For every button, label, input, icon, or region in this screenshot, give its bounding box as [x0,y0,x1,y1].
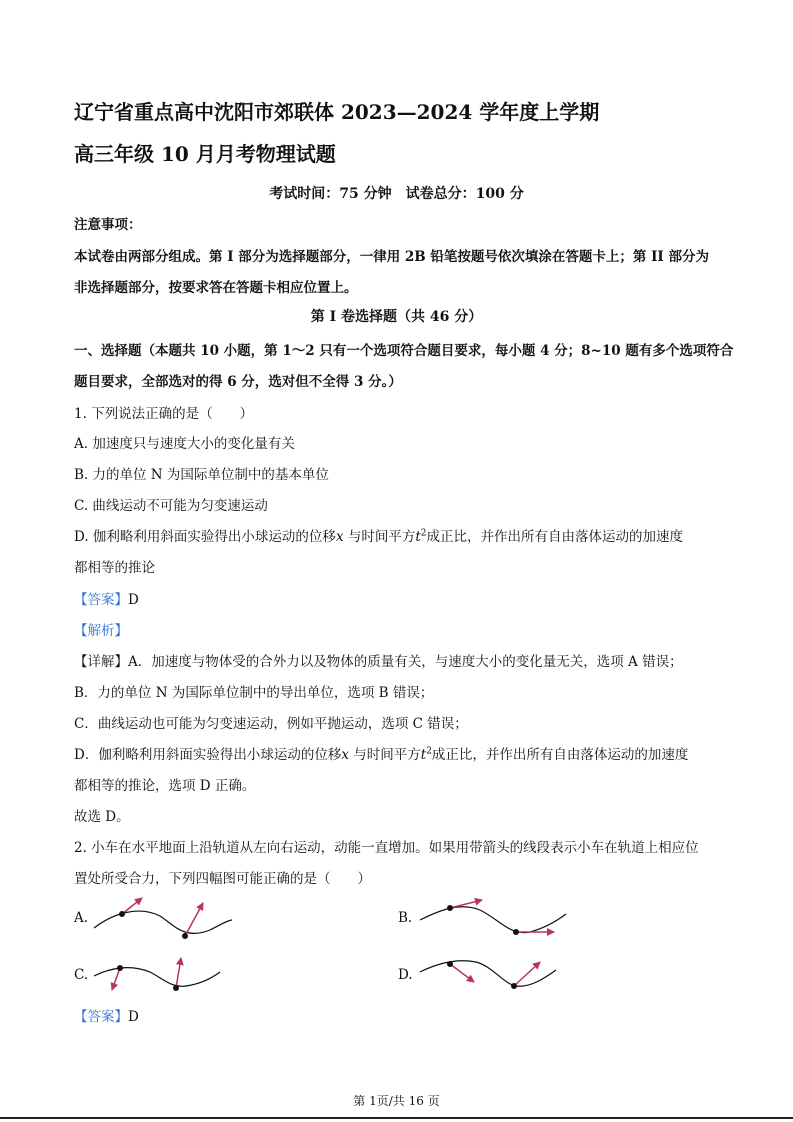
q2-option-a-label: A. [74,910,89,926]
figure-d [420,961,556,989]
var-x: x [335,529,344,545]
q2-option-d-label: D. [398,967,413,983]
detail-d-mid: 与时间平方 [348,747,421,763]
title-line1: 辽宁省重点高中沈阳市郊联体 2023—2024 学年度上学期 [74,100,600,124]
car-dot [511,983,517,989]
answer-value: D [128,592,139,608]
notice-line1: 本试卷由两部分组成。第 I 部分为选择题部分，一律用 2B 铅笔按题号依次填涂在答题卡上；第 II 部分为 [74,249,709,265]
notice-line2: 非选择题部分，按要求答在答题卡相应位置上。 [74,280,358,296]
car-dot [447,961,453,967]
exponent-2: 2 [420,528,427,539]
figure-c [94,958,220,991]
force-arrow [185,903,203,936]
car-dot [173,985,179,991]
force-arrow [450,964,474,982]
answer-label: 【答案】 [74,1009,128,1025]
car-dot [117,965,123,971]
figure-a [94,898,232,939]
force-arrow [176,958,181,988]
car-dot [119,911,125,917]
detail-d-post: 成正比，并作出所有自由落体运动的加速度 [431,747,689,763]
detail-label: 【详解】 [74,654,128,670]
page-footer: 第 1页/共 16 页 [353,1094,440,1108]
q1-option-d-post: 成正比，并作出所有自由落体运动的加速度 [426,529,684,545]
track-curve [420,961,556,987]
section-instructions-line2: 题目要求，全部选对的得 6 分，选对但不全得 3 分。） [74,374,402,390]
q1-stem: 1. 下列说法正确的是（ ） [74,406,254,422]
notice-heading: 注意事项： [74,217,142,233]
car-dot [182,933,188,939]
q1-analysis-label: 【解析】 [74,623,128,639]
page-bottom-border [0,1117,793,1119]
force-arrow [112,968,120,990]
car-dot [447,905,453,911]
answer-value: D [128,1009,139,1025]
q1-option-d-mid: 与时间平方 [343,529,416,545]
q1-option-b: B. 力的单位 N 为国际单位制中的基本单位 [74,467,329,483]
detail-d-pre: D．伽利略利用斜面实验得出小球运动的位移 [74,747,342,763]
section-instructions-line1: 一、选择题（本题共 10 小题，第 1～2 只有一个选项符合题目要求，每小题 4 分；8~10 题有多个选项符合 [74,343,734,359]
figure-b [420,900,566,935]
answer-label: 【答案】 [74,592,128,608]
q1-option-d-line2: 都相等的推论 [74,560,155,576]
title-line2: 高三年级 10 月月考物理试题 [74,142,336,166]
q2-stem-line1: 2. 小车在水平地面上沿轨道从左向右运动，动能一直增加。如果用带箭头的线段表示小车在轨道上相应位 [74,840,699,856]
car-dot [513,929,519,935]
q1-detail-c: C．曲线运动也可能为匀变速运动，例如平抛运动，选项 C 错误； [74,716,468,732]
var-x: x [341,747,349,763]
q1-conclusion: 故选 D。 [74,809,130,825]
q1-option-d-pre: D. 伽利略利用斜面实验得出小球运动的位移 [74,529,336,545]
exam-info: 考试时间：75 分钟 试卷总分：100 分 [269,186,524,202]
q1-option-a: A. 加速度只与速度大小的变化量有关 [74,436,295,452]
q1-detail-d-line2: 都相等的推论，选项 D 正确。 [74,778,256,794]
q2-option-b-label: B. [398,910,413,926]
q2-stem-line2: 置处所受合力，下列四幅图可能正确的是（ ） [74,871,371,887]
var-t: t [420,747,427,763]
track-curve [94,911,232,933]
section-title: 第 I 卷选择题（共 46 分） [310,309,483,325]
track-curve [94,968,220,987]
q1-detail-b: B．力的单位 N 为国际单位制中的导出单位，选项 B 错误； [74,685,434,701]
exponent-2: 2 [426,746,432,757]
q1-option-c: C. 曲线运动不可能为匀变速运动 [74,498,268,514]
track-curve [420,907,566,933]
q2-answer [74,1005,139,1025]
q2-option-c-label: C. [74,967,89,983]
detail-a-text: A．加速度与物体受的合外力以及物体的质量有关，与速度大小的变化量无关，选项 A 错误； [128,654,683,670]
var-t: t [415,529,421,545]
